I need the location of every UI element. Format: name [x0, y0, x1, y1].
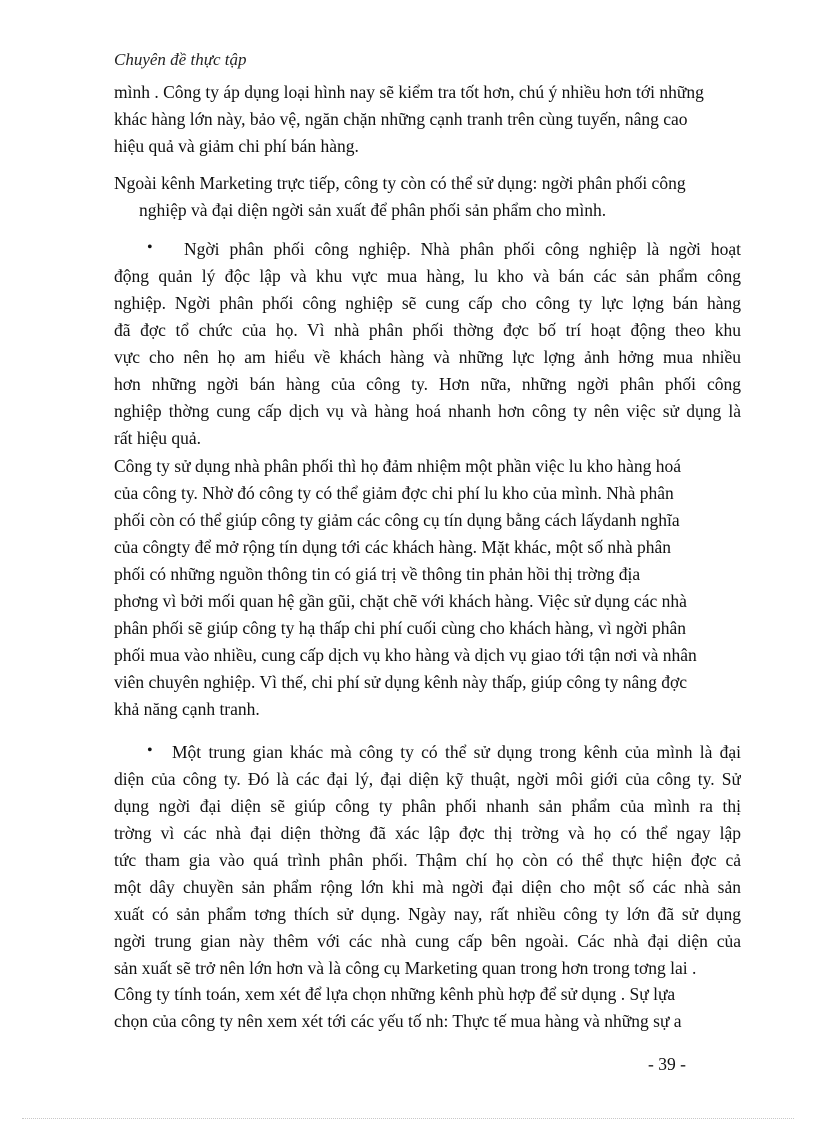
paragraph-other-channels	[114, 170, 741, 224]
text-line: nghiệp thờng cung cấp dịch vụ và hàng hoá nhanh hơn công ty nên việc sử dụng là	[114, 401, 741, 421]
bullet-company-representative	[114, 739, 741, 982]
text-line: của công ty. Nhờ đó công ty có thể giảm đợc chi phí lu kho của mình. Nhà phân	[114, 483, 674, 503]
text-line: chọn của công ty nên xem xét tới các yếu tố nh: Thực tế mua hàng và những sự a	[114, 1011, 682, 1031]
text-line: Ngời phân phối công nghiệp. Nhà phân phối công nghiệp là ngời hoạt	[184, 239, 741, 259]
bullet-industrial-distributor	[114, 236, 741, 452]
page-bottom-rule	[22, 1118, 794, 1119]
text-line: xuất có sản phẩm tơng thích sử dụng. Ngày nay, rất nhiều công ty lớn đã sử dụng	[114, 904, 741, 924]
text-line: hiệu quả và giảm chi phí bán hàng.	[114, 136, 359, 156]
text-line: khác hàng lớn này, bảo vệ, ngăn chặn những cạnh tranh trên cùng tuyến, nâng cao	[114, 109, 688, 129]
text-line: nghiệp. Ngời phân phối công nghiệp sẽ cung cấp cho công ty lực lợng bán hàng	[114, 293, 741, 313]
text-line: phân phối sẽ giúp công ty hạ thấp chi phí cuối cùng cho khách hàng, vì ngời phân	[114, 618, 687, 638]
text-line: Công ty sử dụng nhà phân phối thì họ đảm nhiệm một phần việc lu kho hàng hoá	[114, 456, 681, 476]
text-line: viên chuyên nghiệp. Vì thế, chi phí sử dụng kênh này thấp, giúp công ty nâng đợc	[114, 672, 687, 692]
bullet-marker-1: •	[147, 239, 153, 256]
text-line: động quản lý độc lập và khu vực mua hàng, lu kho và bán các sản phẩm công	[114, 266, 741, 286]
text-line: dụng ngời đại diện sẽ giúp công ty phân phối nhanh sản phẩm của mình ra thị	[114, 796, 741, 816]
text-line: tức tham gia vào quá trình phân phối. Thậm chí họ còn có thể thực hiện đợc cả	[114, 850, 741, 870]
text-line: diện của công ty. Đó là các đại lý, đại diện kỹ thuật, ngời môi giới của công ty. Sử	[114, 769, 741, 789]
text-line: phơng vì bởi mối quan hệ gần gũi, chặt chẽ với khách hàng. Việc sử dụng các nhà	[114, 591, 687, 611]
text-line: Công ty tính toán, xem xét để lựa chọn những kênh phù hợp để sử dụng . Sự lựa	[114, 984, 676, 1004]
paragraph-distributor-benefits	[114, 453, 741, 723]
text-line: vực cho nên họ am hiểu về khách hàng và những lực lợng ảnh hởng mua nhiều	[114, 347, 741, 367]
paragraph-intro	[114, 79, 741, 160]
text-line: Một trung gian khác mà công ty có thể sử dụng trong kênh của mình là đại	[172, 742, 741, 762]
text-line: của côngty để mở rộng tín dụng tới các khách hàng. Mặt khác, một số nhà phân	[114, 537, 671, 557]
text-line: ngời trung gian này thêm với các nhà cung cấp bên ngoài. Các nhà đại diện của	[114, 931, 741, 951]
bullet-marker-2: •	[147, 742, 153, 759]
text-line: rất hiệu quả.	[114, 428, 201, 448]
text-line: khả năng cạnh tranh.	[114, 699, 260, 719]
text-line: Ngoài kênh Marketing trực tiếp, công ty còn có thể sử dụng: ngời phân phối công	[114, 173, 686, 193]
text-line: nghiệp và đại diện ngời sản xuất để phân phối sản phẩm cho mình.	[139, 200, 607, 220]
text-line: phối có những nguồn thông tin có giá trị về thông tin phản hồi thị trờng địa	[114, 564, 641, 584]
page-number: - 39 -	[648, 1054, 686, 1074]
text-line: hơn những ngời bán hàng của công ty. Hơn nữa, những ngời phân phối công	[114, 374, 741, 394]
text-line: sản xuất sẽ trở nên lớn hơn và là công cụ Marketing quan trong hơn trong tơng lai .	[114, 958, 697, 978]
text-line: trờng vì các nhà đại diện thờng đã xác lập đợc thị trờng và họ có thể ngay lập	[114, 823, 741, 843]
text-line: đã đợc tổ chức của họ. Vì nhà phân phối thờng đợc bố trí hoạt động theo khu	[114, 320, 741, 340]
text-line: mình . Công ty áp dụng loại hình nay sẽ kiểm tra tốt hơn, chú ý nhiều hơn tới những	[114, 82, 704, 102]
running-header: Chuyên đề thực tập	[114, 50, 247, 69]
text-line: phối mua vào nhiều, cung cấp dịch vụ kho hàng và dịch vụ giao tới tận nơi và nhân	[114, 645, 697, 665]
text-line: phối còn có thể giúp công ty giảm các công cụ tín dụng bằng cách lấydanh nghĩa	[114, 510, 680, 530]
paragraph-channel-selection	[114, 981, 741, 1035]
text-line: một dây chuyền sản phẩm rộng lớn khi mà ngời đại diện cho một số các nhà sản	[114, 877, 741, 897]
